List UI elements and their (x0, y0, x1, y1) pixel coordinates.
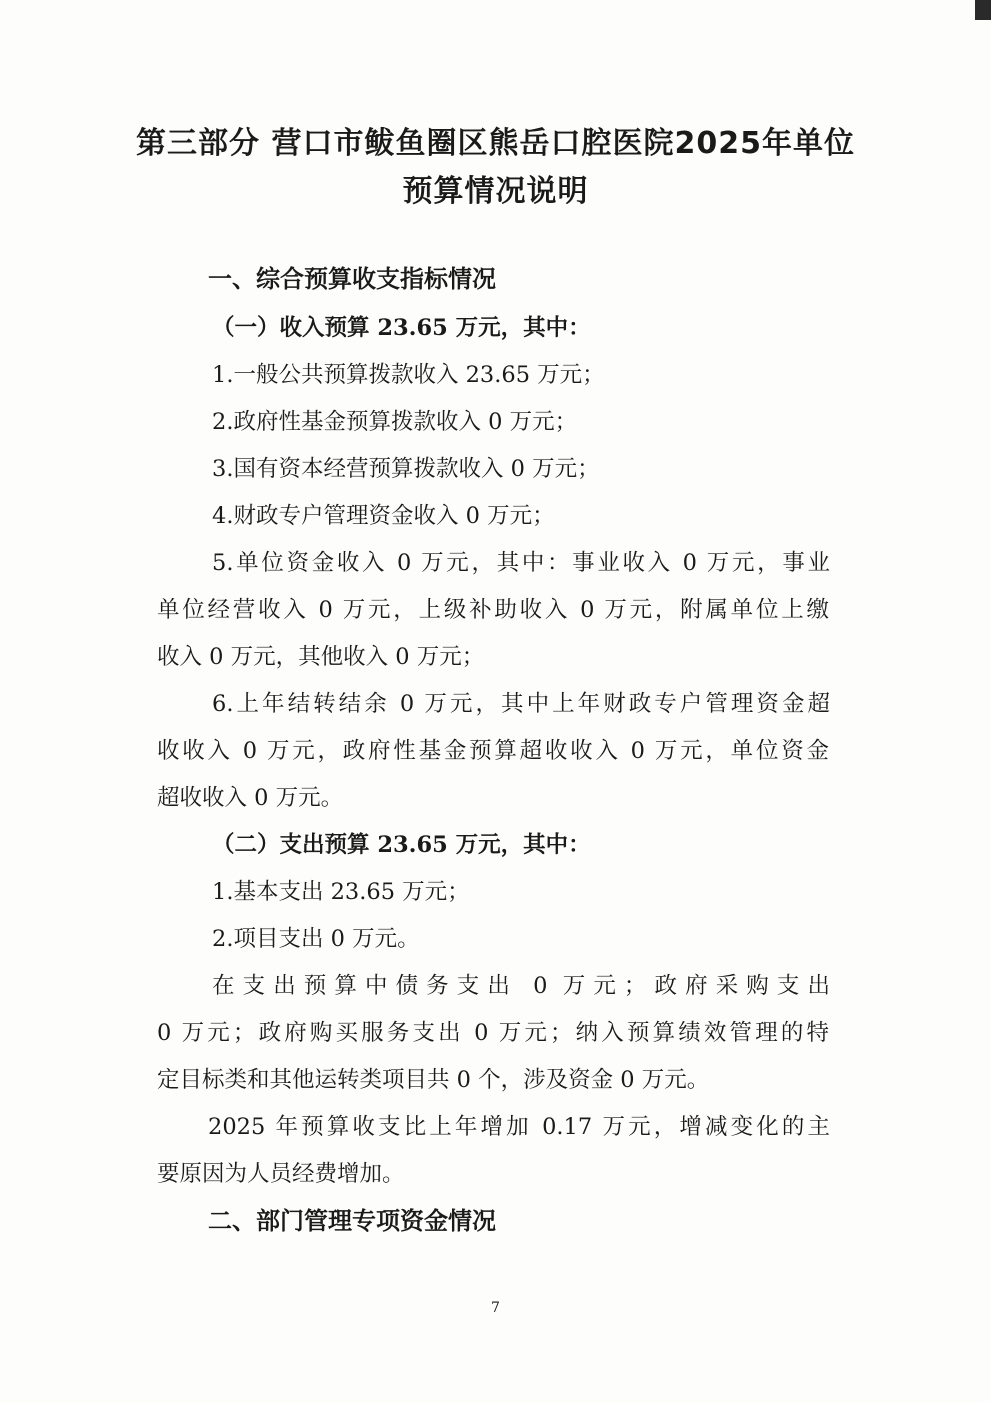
expense-item-1: 1.基本支出 23.65 万元； (212, 879, 470, 905)
page-title-line-1: 第三部分 营口市鲅鱼圈区熊岳口腔医院2025年单位 (136, 126, 855, 161)
section-1-heading: 一、综合预算收支指标情况 (208, 265, 496, 293)
income-item-5-line-1: 5.单位资金收入 0 万元，其中：事业收入 0 万元，事业 (212, 550, 830, 576)
expense-note-line-2: 0 万元；政府购买服务支出 0 万元；纳入预算绩效管理的特 (157, 1020, 829, 1046)
expense-note-line-3: 定目标类和其他运转类项目共 0 个，涉及资金 0 万元。 (157, 1067, 710, 1093)
section-2-heading: 二、部门管理专项资金情况 (208, 1207, 496, 1235)
income-item-2: 2.政府性基金预算拨款收入 0 万元； (212, 409, 578, 435)
income-item-1: 1.一般公共预算拨款收入 23.65 万元； (212, 362, 605, 388)
page-title-line-2: 预算情况说明 (402, 174, 589, 209)
income-heading: （一）收入预算 23.65 万元，其中： (212, 315, 591, 341)
income-item-4: 4.财政专户管理资金收入 0 万元； (212, 503, 555, 529)
income-item-5-line-2: 单位经营收入 0 万元，上级补助收入 0 万元，附属单位上缴 (157, 597, 829, 623)
income-item-3: 3.国有资本经营预算拨款收入 0 万元； (212, 456, 600, 482)
page-number: 7 (491, 1300, 500, 1316)
change-note-line-1: 2025 年预算收支比上年增加 0.17 万元，增减变化的主 (208, 1114, 830, 1140)
scan-edge-mark (975, 0, 991, 20)
expense-item-2: 2.项目支出 0 万元。 (212, 926, 420, 952)
income-item-6-line-2: 收收入 0 万元，政府性基金预算超收收入 0 万元，单位资金 (157, 738, 829, 764)
income-item-6-line-3: 超收收入 0 万元。 (157, 785, 344, 811)
income-item-6-line-1: 6.上年结转结余 0 万元，其中上年财政专户管理资金超 (212, 691, 830, 717)
income-item-5-line-3: 收入 0 万元，其他收入 0 万元； (157, 644, 485, 670)
expense-heading: （二）支出预算 23.65 万元，其中： (212, 832, 591, 858)
change-note-line-2: 要原因为人员经费增加。 (157, 1161, 405, 1187)
expense-note-line-1: 在支出预算中债务支出 0 万元；政府采购支出 (212, 973, 830, 999)
